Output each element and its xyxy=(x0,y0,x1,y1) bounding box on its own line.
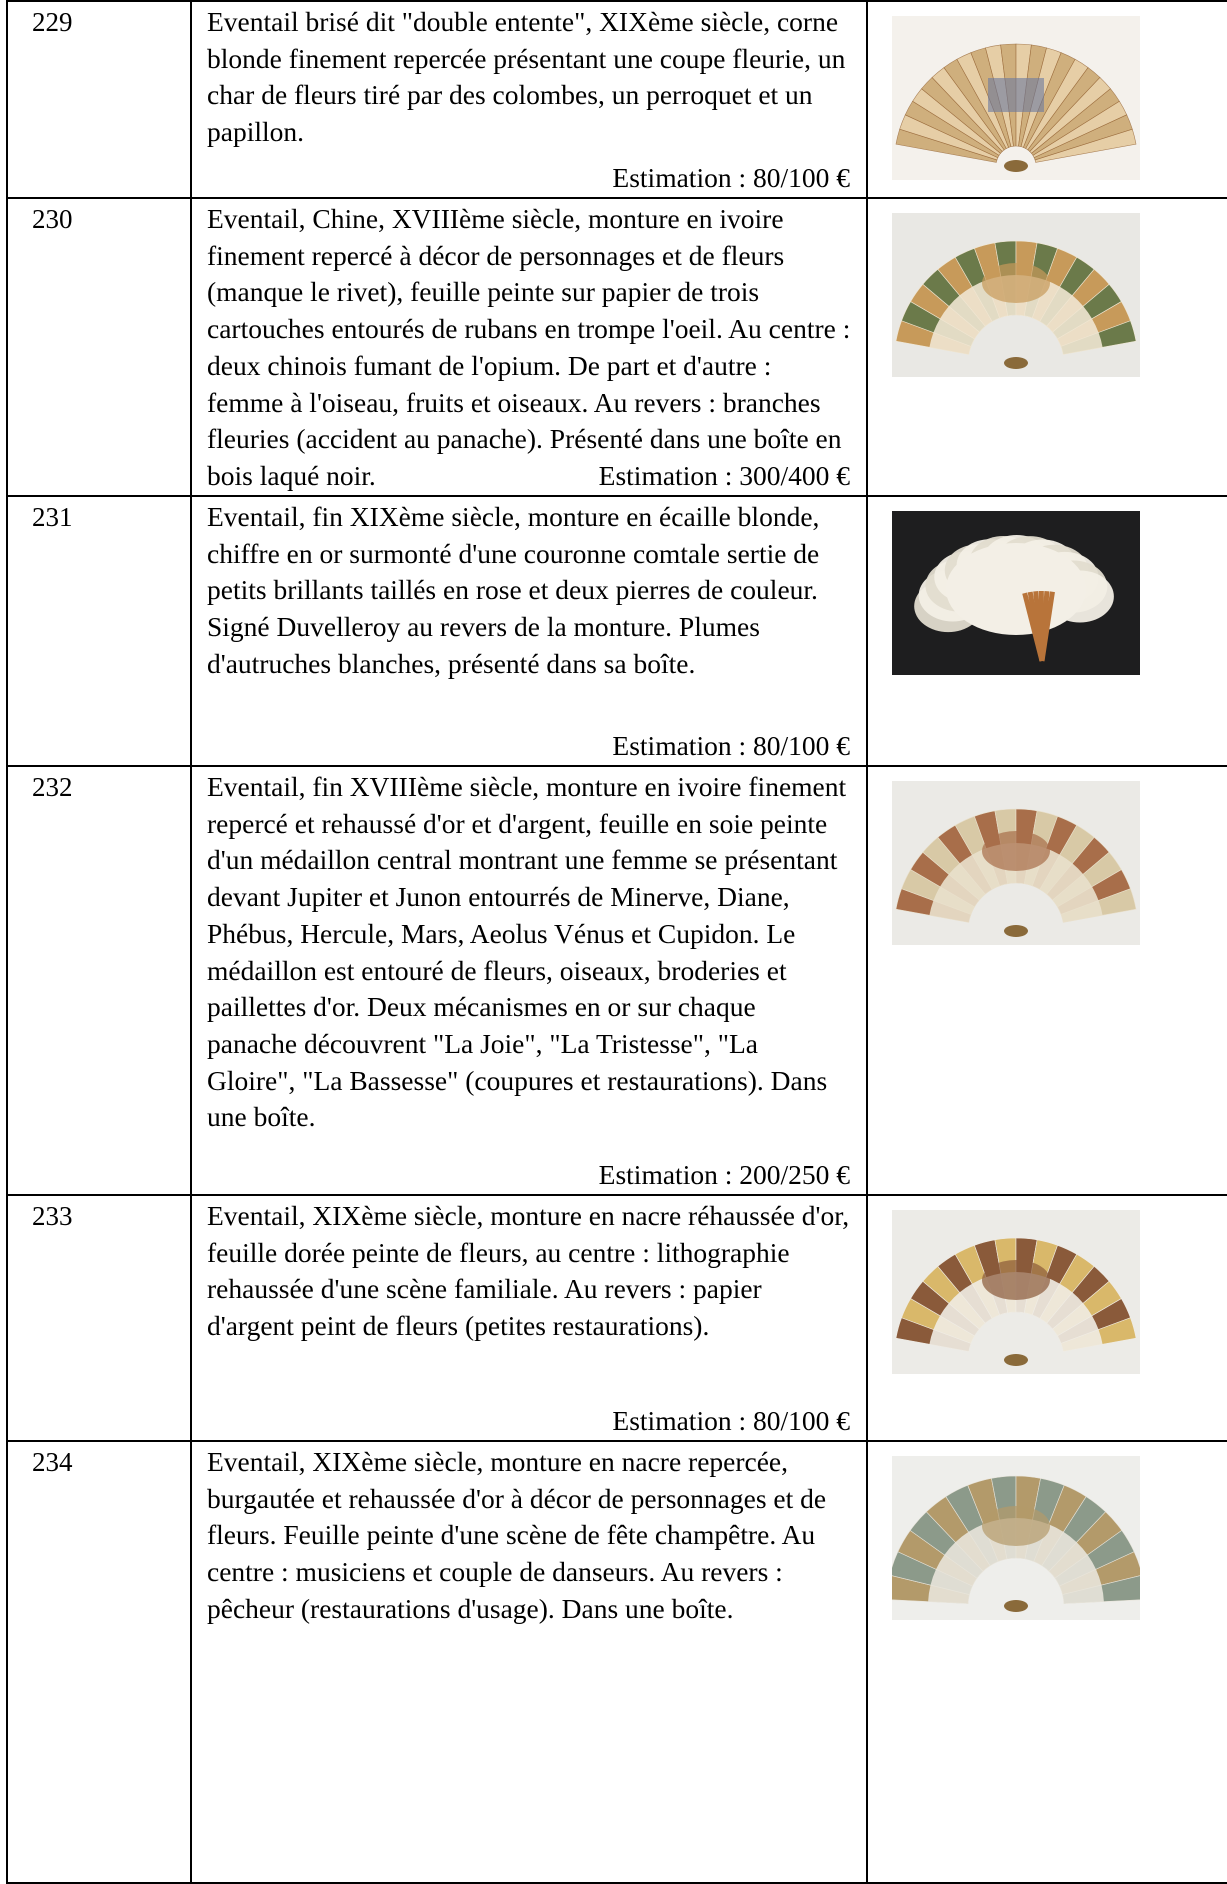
lot-photo[interactable] xyxy=(892,213,1140,377)
lot-description-wrapper xyxy=(192,199,866,495)
lot-row xyxy=(7,198,1227,496)
lot-description-cell xyxy=(191,766,867,1195)
lot-photo-cell xyxy=(867,1,1227,198)
fan-rivet xyxy=(1004,357,1028,369)
lot-photo-cell xyxy=(867,198,1227,496)
lot-number: 230 xyxy=(7,198,191,496)
lot-photo[interactable] xyxy=(892,781,1140,945)
fan-photo-drawing xyxy=(892,16,1140,180)
lot-photo-cell xyxy=(867,1195,1227,1441)
lot-description: Eventail, XIXème siècle, monture en nacre repercée, burgautée et rehaussée d'or à décor de personnages et de fleurs. Feuille peinte d'une scène de fête champêtre. Au centre : musiciens et couple de danseurs. Au revers : pêcheur (restaurations d'usage). Dans une boîte. xyxy=(207,1446,827,1624)
lot-description: Eventail, Chine, XVIIIème siècle, monture en ivoire finement repercé à décor de personnages et de fleurs (manque le rivet), feuille peinte sur papier de trois cartouches entourés de rubans en trompe l'oeil. Au centre : deux chinois fumant de l'opium. De part et d'autre : femme à l'oiseau, fruits et oiseaux. Au revers : branches fleuries (accident au panache). Présenté dans une boîte en bois laqué noir. xyxy=(207,203,851,491)
fan-photo-drawing xyxy=(892,1210,1140,1374)
lot-photo[interactable] xyxy=(892,1456,1140,1620)
lot-estimate: Estimation : 80/100 € xyxy=(612,730,850,761)
lot-number: 232 xyxy=(7,766,191,1195)
lot-description: Eventail, XIXème siècle, monture en nacre réhaussée d'or, feuille dorée peinte de fleurs, au centre : lithographie rehaussée d'une scène familiale. Au revers : papier d'argent peint de fleurs (petites restaurations). xyxy=(207,1200,850,1342)
lot-description: Eventail, fin XIXème siècle, monture en écaille blonde, chiffre en or surmonté d'une couronne comtale sertie de petits brillants taillés en rose et deux pierres de couleur. Signé Duvelleroy au revers de la monture. Plumes d'autruches blanches, présenté dans sa boîte. xyxy=(207,501,820,679)
lot-photo-cell xyxy=(867,1441,1227,1883)
fan-medallion xyxy=(982,1506,1050,1546)
lot-description-cell xyxy=(191,1,867,198)
lot-description-wrapper xyxy=(192,497,866,765)
lot-description: Eventail brisé dit "double entente", XIXème siècle, corne blonde finement repercée présentant une coupe fleurie, un char de fleurs tiré par des colombes, un perroquet et un papillon. xyxy=(207,6,846,148)
lot-estimate: Estimation : 80/100 € xyxy=(612,162,850,193)
lot-description-wrapper xyxy=(192,767,866,1194)
lot-row xyxy=(7,1195,1227,1441)
fan-photo-drawing xyxy=(892,781,1140,945)
lot-description-cell xyxy=(191,496,867,766)
fan-rivet xyxy=(1004,1600,1028,1612)
fan-medallion xyxy=(982,263,1050,303)
fan-medallion xyxy=(982,1260,1050,1300)
lot-description: Eventail, fin XVIIIème siècle, monture en ivoire finement repercé et rehaussé d'or et d'argent, feuille en soie peinte d'un médaillon central montrant une femme se présentant devant Jupiter et Junon entourrés de Minerve, Diane, Phébus, Hercule, Mars, Aeolus Vénus et Cupidon. Le médaillon est entouré de fleurs, oiseaux, broderies et paillettes d'or. Deux mécanismes en or sur chaque panache découvrent "La Joie", "La Tristesse", "La Gloire", "La Bassesse" (coupures et restaurations). Dans une boîte. xyxy=(207,771,847,1133)
fan-photo-drawing xyxy=(892,1456,1140,1620)
lot-description-cell xyxy=(191,1441,867,1883)
lot-description-wrapper xyxy=(192,1196,866,1440)
lot-description-cell xyxy=(191,198,867,496)
lot-photo[interactable] xyxy=(892,16,1140,180)
lot-photo-cell xyxy=(867,766,1227,1195)
lot-row xyxy=(7,1,1227,198)
lot-number: 234 xyxy=(7,1441,191,1883)
lot-description-wrapper xyxy=(192,1442,866,1882)
lot-number: 231 xyxy=(7,496,191,766)
lot-photo[interactable] xyxy=(892,1210,1140,1374)
lot-photo-cell xyxy=(867,496,1227,766)
lot-row xyxy=(7,496,1227,766)
fan-rivet xyxy=(1004,1354,1028,1366)
lot-description-wrapper xyxy=(192,2,866,197)
lot-photo[interactable] xyxy=(892,511,1140,675)
fan-rivet xyxy=(1004,925,1028,937)
feather-core xyxy=(946,543,1086,635)
lot-row xyxy=(7,1441,1227,1883)
lot-estimate: Estimation : 80/100 € xyxy=(612,1405,850,1436)
fan-photo-drawing xyxy=(892,213,1140,377)
fan-medallion xyxy=(982,831,1050,871)
fan-photo-drawing xyxy=(892,511,1140,675)
lot-number: 233 xyxy=(7,1195,191,1441)
lot-estimate: Estimation : 300/400 € xyxy=(598,460,850,491)
fan-rivet xyxy=(1004,160,1028,172)
lot-number: 229 xyxy=(7,1,191,198)
lot-estimate: Estimation : 200/250 € xyxy=(598,1159,850,1190)
lots-table xyxy=(6,0,1227,1884)
lot-description-cell xyxy=(191,1195,867,1441)
fan-medallion xyxy=(988,78,1044,112)
lot-row xyxy=(7,766,1227,1195)
